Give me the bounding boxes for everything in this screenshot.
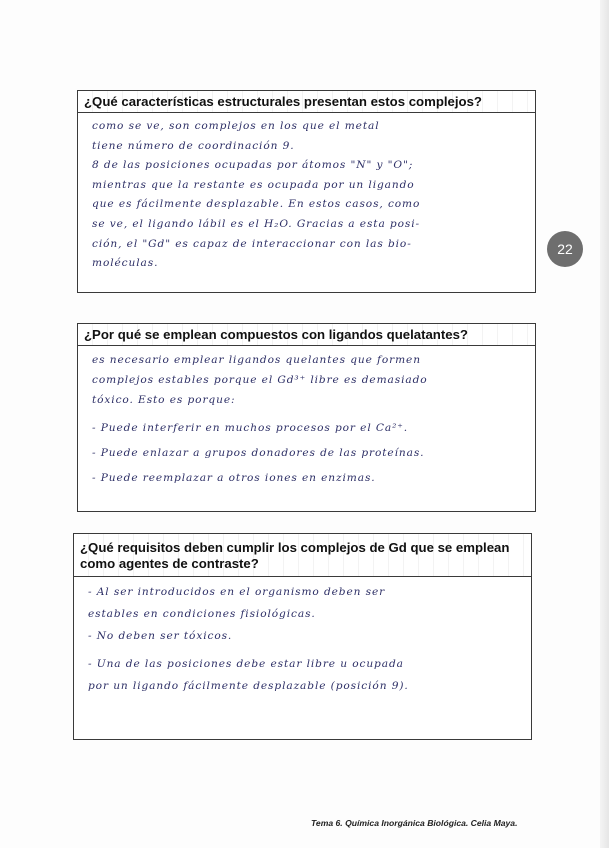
answer-text bbox=[78, 346, 535, 491]
answer-line: moléculas. bbox=[92, 257, 159, 270]
question-box-chelating bbox=[77, 323, 536, 512]
question-box-requirements bbox=[73, 533, 532, 740]
bullet-item: - Puede reemplazar a otros iones en enzimas. bbox=[92, 472, 376, 484]
answer-line: que es fácilmente desplazable. En estos casos, como bbox=[92, 198, 421, 211]
answer-line: tiene número de coordinación 9. bbox=[92, 139, 295, 152]
answer-line: - Una de las posiciones debe estar libre u ocupada bbox=[88, 658, 404, 670]
answer-line: complejos estables porque el Gd³⁺ libre es demasiado bbox=[92, 374, 428, 386]
question-heading-line: ¿Qué requisitos deben cumplir los complejos de Gd que se emplean bbox=[80, 540, 510, 555]
answer-line: ción, el "Gd" es capaz de interaccionar con las bio- bbox=[92, 237, 412, 250]
page-edge bbox=[600, 0, 609, 848]
answer-line: estables en condiciones fisiológicas. bbox=[88, 608, 316, 620]
bullet-item: - Puede interferir en muchos procesos por el Ca²⁺. bbox=[92, 422, 409, 434]
answer-line: tóxico. Esto es porque: bbox=[92, 394, 236, 406]
question-box-structure bbox=[77, 90, 536, 293]
question-heading: ¿Por qué se emplean compuestos con ligandos quelatantes? bbox=[78, 324, 535, 346]
page-footer: Tema 6. Química Inorgánica Biológica. Celia Maya. bbox=[311, 818, 518, 828]
answer-line: es necesario emplear ligandos quelantes que formen bbox=[92, 354, 421, 366]
answer-line: como se ve, son complejos en los que el metal bbox=[92, 120, 380, 132]
answer-text bbox=[78, 113, 535, 274]
answer-line: se ve, el ligando lábil es el H₂O. Gracias a esta posi- bbox=[92, 217, 420, 230]
answer-line: 8 de las posiciones ocupadas por átomos "N" y "O"; bbox=[92, 159, 414, 172]
answer-line: - Al ser introducidos en el organismo deben ser bbox=[88, 586, 386, 598]
question-heading-line: como agentes de contraste? bbox=[80, 556, 259, 571]
answer-line: - No deben ser tóxicos. bbox=[88, 630, 233, 642]
bullet-item: - Puede enlazar a grupos donadores de las proteínas. bbox=[92, 447, 425, 459]
answer-line: mientras que la restante es ocupada por un ligando bbox=[92, 178, 415, 191]
answer-text bbox=[74, 577, 531, 697]
question-heading: ¿Qué características estructurales presentan estos complejos? bbox=[78, 91, 535, 113]
page-number-badge: 22 bbox=[547, 231, 583, 267]
question-heading bbox=[74, 534, 531, 577]
answer-line: por un ligando fácilmente desplazable (posición 9). bbox=[88, 680, 409, 692]
